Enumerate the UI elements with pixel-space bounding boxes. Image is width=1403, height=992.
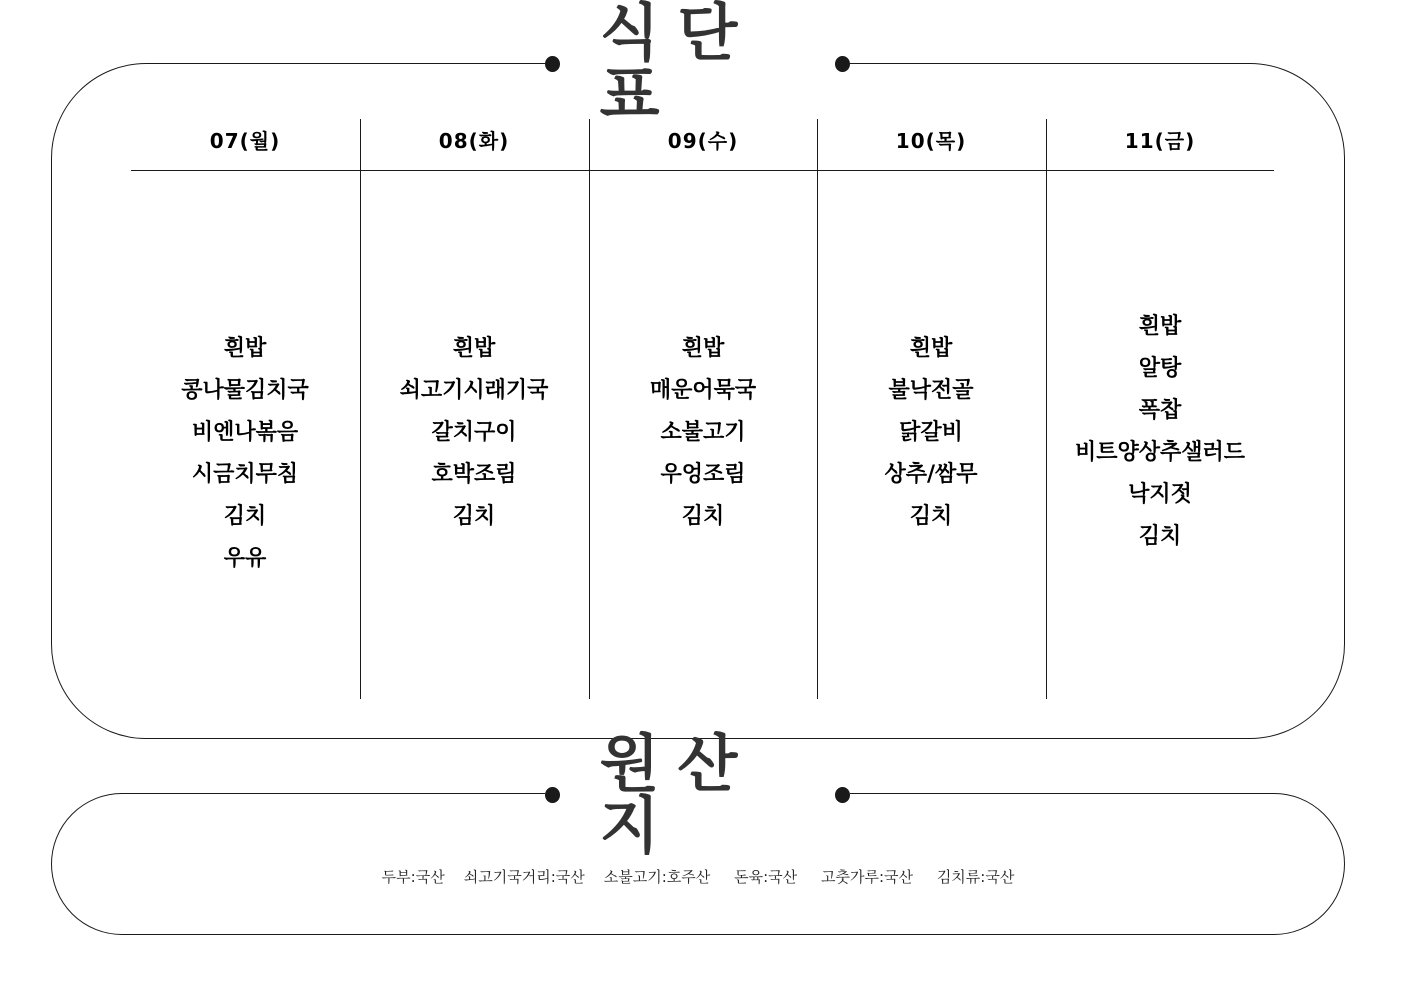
- menu-item: 쇠고기시래기국: [399, 378, 549, 403]
- title-right-dot-icon: [835, 787, 850, 803]
- menu-item: 김치: [909, 504, 953, 529]
- menu-item: 비엔나볶음: [191, 420, 299, 445]
- menu-item: 시금치무침: [191, 462, 299, 487]
- menu-item: 우유: [223, 546, 267, 571]
- menu-item: 콩나물김치국: [181, 378, 309, 403]
- menu-item: 상추/쌈무: [884, 462, 978, 487]
- day-header-fri: 11(금): [1124, 129, 1196, 153]
- menu-item: 갈치구이: [431, 420, 517, 445]
- menu-item: 김치: [681, 504, 725, 529]
- menu-item: 매운어묵국: [649, 378, 757, 403]
- menu-item: 김치: [452, 504, 496, 529]
- menu-title: 식단표: [599, 0, 756, 131]
- menu-item: 우엉조림: [660, 462, 746, 487]
- day-menu-wed: [589, 328, 817, 538]
- menu-item: 흰밥: [909, 336, 953, 361]
- title-left-dot-icon: [545, 56, 560, 72]
- menu-title-block: [545, 0, 850, 131]
- menu-item: 폭찹: [1138, 398, 1182, 423]
- menu-item: 낙지젓: [1128, 482, 1192, 507]
- menu-item: 흰밥: [223, 336, 267, 361]
- origin-info: 두부:국산 쇠고기국거리:국산 소불고기:호주산 돈육:국산 고춧가루:국산 김치류:국산: [381, 868, 1015, 886]
- menu-item: 김치: [1138, 524, 1182, 549]
- title-left-dot-icon: [545, 787, 560, 803]
- menu-item: 흰밥: [1138, 314, 1182, 339]
- day-header-mon: 07(월): [209, 129, 281, 153]
- menu-item: 알탕: [1138, 356, 1182, 381]
- day-menu-fri: [1046, 306, 1274, 558]
- menu-item: 흰밥: [681, 336, 725, 361]
- menu-item: 김치: [223, 504, 267, 529]
- day-menu-thu: [817, 328, 1045, 538]
- day-menu-mon: [131, 328, 359, 580]
- origin-title-block: [545, 727, 850, 862]
- day-menu-tue: [360, 328, 588, 538]
- menu-item: 호박조림: [431, 462, 517, 487]
- menu-item: 소불고기: [660, 420, 746, 445]
- menu-item: 비트양상추샐러드: [1074, 440, 1246, 465]
- title-right-dot-icon: [835, 56, 850, 72]
- day-header-tue: 08(화): [438, 129, 510, 153]
- menu-item: 불낙전골: [888, 378, 974, 403]
- menu-item: 닭갈비: [899, 420, 963, 445]
- header-divider: [131, 170, 1274, 171]
- origin-title: 원산지: [599, 727, 756, 862]
- day-header-thu: 10(목): [895, 129, 967, 153]
- menu-item: 흰밥: [452, 336, 496, 361]
- day-header-wed: 09(수): [667, 129, 739, 153]
